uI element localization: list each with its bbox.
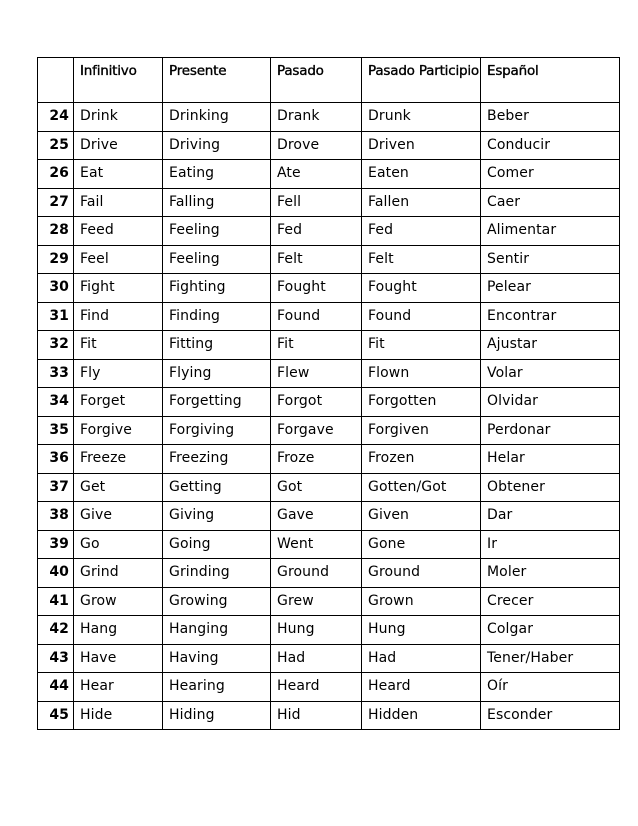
cell-infinitivo: Have	[74, 644, 163, 673]
cell-participio: Given	[362, 502, 481, 531]
cell-espanol: Encontrar	[481, 302, 620, 331]
cell-presente: Fitting	[163, 331, 271, 360]
row-number: 33	[38, 359, 74, 388]
cell-espanol: Moler	[481, 559, 620, 588]
row-number: 40	[38, 559, 74, 588]
table-row	[38, 274, 620, 303]
row-number: 36	[38, 445, 74, 474]
cell-participio: Fed	[362, 217, 481, 246]
cell-infinitivo: Forgive	[74, 416, 163, 445]
cell-participio: Flown	[362, 359, 481, 388]
row-number: 39	[38, 530, 74, 559]
row-number: 31	[38, 302, 74, 331]
cell-participio: Hung	[362, 616, 481, 645]
cell-participio: Eaten	[362, 160, 481, 189]
header-number	[38, 58, 74, 103]
cell-infinitivo: Hide	[74, 701, 163, 730]
table-row	[38, 644, 620, 673]
cell-participio: Found	[362, 302, 481, 331]
row-number: 30	[38, 274, 74, 303]
cell-pasado: Flew	[271, 359, 362, 388]
cell-pasado: Gave	[271, 502, 362, 531]
cell-participio: Forgotten	[362, 388, 481, 417]
cell-infinitivo: Find	[74, 302, 163, 331]
cell-espanol: Beber	[481, 103, 620, 132]
cell-pasado: Forgot	[271, 388, 362, 417]
header-presente: Presente	[163, 58, 271, 103]
cell-presente: Growing	[163, 587, 271, 616]
cell-pasado: Fed	[271, 217, 362, 246]
cell-presente: Feeling	[163, 217, 271, 246]
cell-presente: Having	[163, 644, 271, 673]
row-number: 34	[38, 388, 74, 417]
cell-participio: Ground	[362, 559, 481, 588]
row-number: 43	[38, 644, 74, 673]
cell-espanol: Comer	[481, 160, 620, 189]
cell-espanol: Sentir	[481, 245, 620, 274]
table-row	[38, 188, 620, 217]
cell-participio: Felt	[362, 245, 481, 274]
cell-participio: Had	[362, 644, 481, 673]
cell-presente: Grinding	[163, 559, 271, 588]
cell-infinitivo: Give	[74, 502, 163, 531]
table-row	[38, 559, 620, 588]
cell-presente: Flying	[163, 359, 271, 388]
cell-pasado: Drank	[271, 103, 362, 132]
cell-participio: Hidden	[362, 701, 481, 730]
cell-participio: Gone	[362, 530, 481, 559]
table-row	[38, 217, 620, 246]
header-infinitivo: Infinitivo	[74, 58, 163, 103]
cell-presente: Eating	[163, 160, 271, 189]
cell-infinitivo: Forget	[74, 388, 163, 417]
table-row	[38, 502, 620, 531]
row-number: 41	[38, 587, 74, 616]
cell-espanol: Crecer	[481, 587, 620, 616]
cell-presente: Giving	[163, 502, 271, 531]
cell-infinitivo: Freeze	[74, 445, 163, 474]
cell-participio: Heard	[362, 673, 481, 702]
table-row	[38, 530, 620, 559]
row-number: 44	[38, 673, 74, 702]
cell-infinitivo: Feed	[74, 217, 163, 246]
table-row	[38, 388, 620, 417]
cell-espanol: Obtener	[481, 473, 620, 502]
row-number: 32	[38, 331, 74, 360]
cell-presente: Going	[163, 530, 271, 559]
cell-participio: Drunk	[362, 103, 481, 132]
row-number: 35	[38, 416, 74, 445]
cell-presente: Hearing	[163, 673, 271, 702]
cell-espanol: Colgar	[481, 616, 620, 645]
table-row	[38, 416, 620, 445]
cell-espanol: Esconder	[481, 701, 620, 730]
cell-infinitivo: Fly	[74, 359, 163, 388]
cell-espanol: Tener/Haber	[481, 644, 620, 673]
cell-presente: Feeling	[163, 245, 271, 274]
cell-presente: Freezing	[163, 445, 271, 474]
header-pasado: Pasado	[271, 58, 362, 103]
table-row	[38, 245, 620, 274]
cell-espanol: Volar	[481, 359, 620, 388]
cell-presente: Hanging	[163, 616, 271, 645]
cell-presente: Forgetting	[163, 388, 271, 417]
cell-presente: Finding	[163, 302, 271, 331]
cell-participio: Fallen	[362, 188, 481, 217]
row-number: 29	[38, 245, 74, 274]
header-row	[38, 58, 620, 103]
cell-infinitivo: Get	[74, 473, 163, 502]
table-body	[38, 103, 620, 730]
verb-table	[37, 57, 620, 730]
cell-participio: Gotten/Got	[362, 473, 481, 502]
cell-presente: Driving	[163, 131, 271, 160]
cell-participio: Fit	[362, 331, 481, 360]
table-row	[38, 616, 620, 645]
cell-espanol: Perdonar	[481, 416, 620, 445]
cell-participio: Fought	[362, 274, 481, 303]
cell-espanol: Conducir	[481, 131, 620, 160]
cell-infinitivo: Go	[74, 530, 163, 559]
cell-infinitivo: Hang	[74, 616, 163, 645]
cell-presente: Forgiving	[163, 416, 271, 445]
table-row	[38, 587, 620, 616]
cell-infinitivo: Fit	[74, 331, 163, 360]
table-row	[38, 673, 620, 702]
header-espanol: Español	[481, 58, 620, 103]
cell-presente: Getting	[163, 473, 271, 502]
cell-espanol: Oír	[481, 673, 620, 702]
cell-pasado: Went	[271, 530, 362, 559]
cell-pasado: Ate	[271, 160, 362, 189]
cell-espanol: Olvidar	[481, 388, 620, 417]
cell-infinitivo: Grow	[74, 587, 163, 616]
cell-pasado: Heard	[271, 673, 362, 702]
cell-pasado: Hid	[271, 701, 362, 730]
table-row	[38, 331, 620, 360]
cell-presente: Fighting	[163, 274, 271, 303]
cell-pasado: Forgave	[271, 416, 362, 445]
cell-espanol: Pelear	[481, 274, 620, 303]
cell-infinitivo: Drive	[74, 131, 163, 160]
cell-pasado: Felt	[271, 245, 362, 274]
row-number: 26	[38, 160, 74, 189]
row-number: 28	[38, 217, 74, 246]
cell-pasado: Grew	[271, 587, 362, 616]
table-row	[38, 103, 620, 132]
cell-participio: Frozen	[362, 445, 481, 474]
row-number: 24	[38, 103, 74, 132]
cell-espanol: Dar	[481, 502, 620, 531]
table-row	[38, 359, 620, 388]
cell-espanol: Helar	[481, 445, 620, 474]
table-row	[38, 302, 620, 331]
cell-espanol: Alimentar	[481, 217, 620, 246]
cell-presente: Drinking	[163, 103, 271, 132]
cell-pasado: Froze	[271, 445, 362, 474]
cell-infinitivo: Hear	[74, 673, 163, 702]
table-row	[38, 160, 620, 189]
cell-pasado: Got	[271, 473, 362, 502]
cell-participio: Grown	[362, 587, 481, 616]
cell-presente: Hiding	[163, 701, 271, 730]
cell-pasado: Fell	[271, 188, 362, 217]
row-number: 27	[38, 188, 74, 217]
cell-infinitivo: Fight	[74, 274, 163, 303]
cell-participio: Forgiven	[362, 416, 481, 445]
cell-pasado: Hung	[271, 616, 362, 645]
cell-espanol: Ir	[481, 530, 620, 559]
cell-presente: Falling	[163, 188, 271, 217]
table-row	[38, 473, 620, 502]
cell-infinitivo: Feel	[74, 245, 163, 274]
table-row	[38, 445, 620, 474]
cell-pasado: Fought	[271, 274, 362, 303]
cell-espanol: Ajustar	[481, 331, 620, 360]
table-row	[38, 131, 620, 160]
cell-infinitivo: Drink	[74, 103, 163, 132]
cell-infinitivo: Grind	[74, 559, 163, 588]
row-number: 37	[38, 473, 74, 502]
cell-infinitivo: Eat	[74, 160, 163, 189]
cell-pasado: Fit	[271, 331, 362, 360]
table-row	[38, 701, 620, 730]
row-number: 38	[38, 502, 74, 531]
cell-espanol: Caer	[481, 188, 620, 217]
row-number: 25	[38, 131, 74, 160]
cell-participio: Driven	[362, 131, 481, 160]
cell-pasado: Found	[271, 302, 362, 331]
cell-pasado: Drove	[271, 131, 362, 160]
row-number: 45	[38, 701, 74, 730]
cell-infinitivo: Fail	[74, 188, 163, 217]
cell-pasado: Ground	[271, 559, 362, 588]
header-pasado-participio: Pasado Participio	[362, 58, 481, 103]
row-number: 42	[38, 616, 74, 645]
cell-pasado: Had	[271, 644, 362, 673]
